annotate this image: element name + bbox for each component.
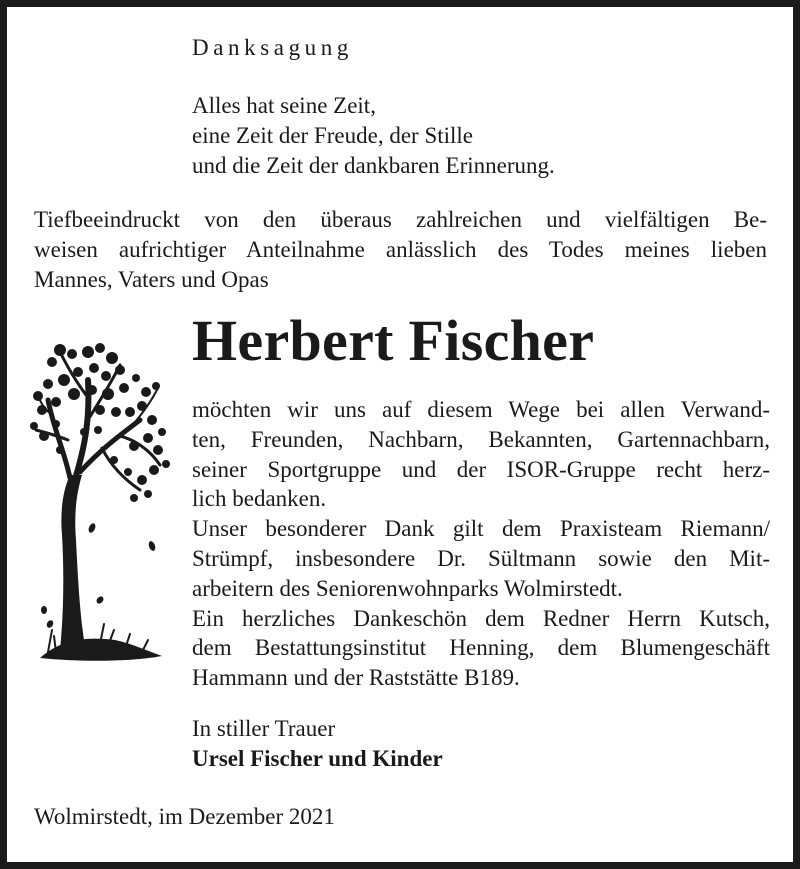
body-line: Unser besonderer Dank gilt dem Praxisteam Riemann/ bbox=[192, 516, 770, 542]
poem-line: eine Zeit der Freude, der Stille bbox=[192, 122, 474, 148]
body-line: lich bedanken. bbox=[192, 486, 327, 512]
intro-line: Mannes, Vaters und Opas bbox=[34, 266, 269, 292]
body-line: ten, Freunden, Nachbarn, Bekannten, Gartennachbarn, bbox=[192, 426, 770, 452]
body-line: arbeitern des Seniorenwohnparks Wolmirstedt. bbox=[192, 575, 623, 601]
notice-heading: Danksagung bbox=[192, 35, 353, 60]
body-line: dem Bestattungsinstitut Henning, dem Blumengeschäft bbox=[192, 635, 770, 661]
body-line: Ein herzliches Dankeschön dem Redner Herrn Kutsch, bbox=[192, 605, 770, 631]
deceased-name: Herbert Fischer bbox=[192, 308, 595, 373]
poem-line: und die Zeit der dankbaren Erinnerung. bbox=[192, 152, 555, 178]
thanks-paragraph bbox=[192, 395, 770, 693]
tree-icon bbox=[30, 340, 175, 665]
body-line: seiner Sportgruppe und der ISOR-Gruppe recht herz- bbox=[192, 456, 770, 482]
intro-line: Tiefbeeindruckt von den überaus zahlreichen und vielfältigen Be- bbox=[34, 207, 767, 232]
body-line: Strümpf, insbesondere Dr. Sültmann sowie den Mit- bbox=[192, 545, 770, 571]
poem bbox=[192, 91, 555, 180]
closing-line: In stiller Trauer bbox=[192, 716, 336, 741]
body-line: möchten wir uns auf diesem Wege bei allen Verwand- bbox=[192, 397, 770, 422]
closing-block bbox=[192, 714, 443, 774]
place-date: Wolmirstedt, im Dezember 2021 bbox=[34, 804, 335, 829]
body-line: Hammann und der Raststätte B189. bbox=[192, 665, 520, 691]
poem-line: Alles hat seine Zeit, bbox=[192, 93, 376, 118]
signer-name: Ursel Fischer und Kinder bbox=[192, 745, 443, 771]
intro-paragraph bbox=[34, 205, 767, 294]
intro-line: weisen aufrichtiger Anteilnahme anlässlich des Todes meines lieben bbox=[34, 236, 767, 262]
